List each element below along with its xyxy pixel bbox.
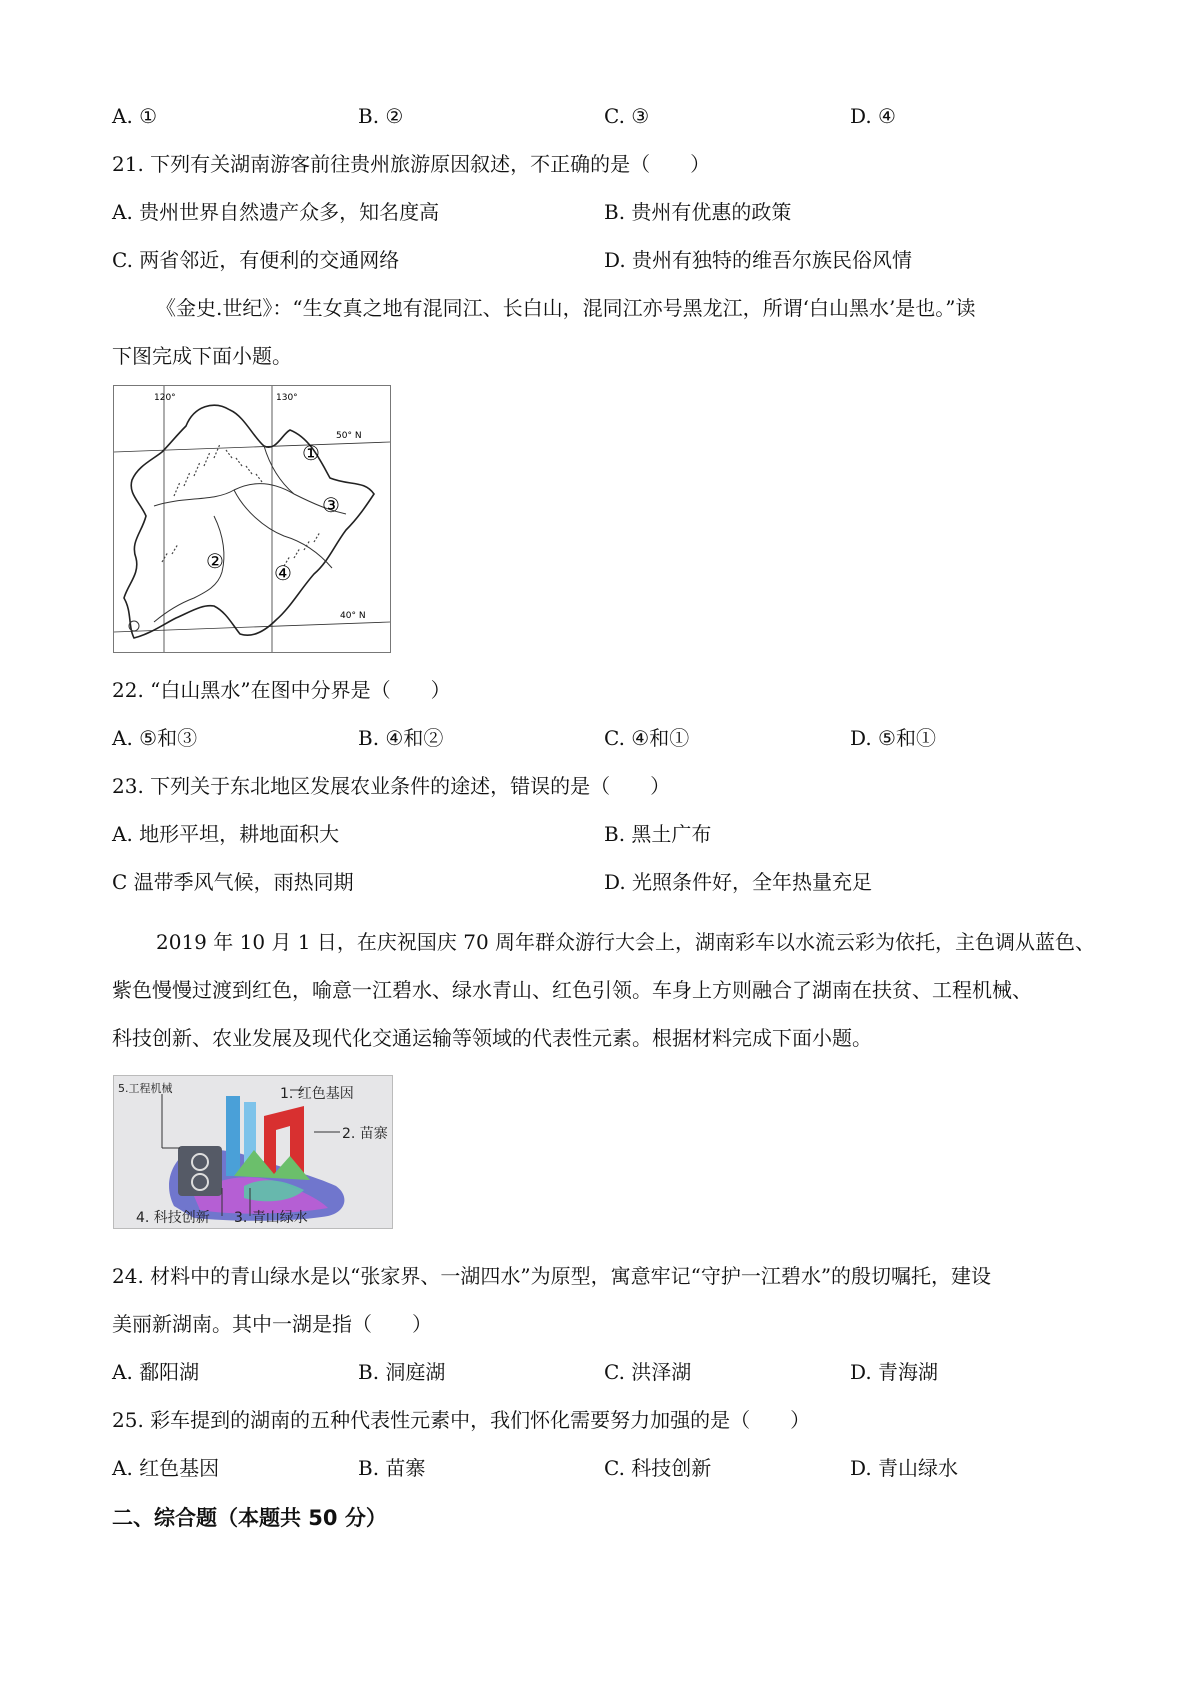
- q24-option-c: C. 洪泽湖: [604, 1360, 692, 1384]
- q21-option-d: D. 贵州有独特的维吾尔族民俗风情: [604, 248, 913, 272]
- hunan-float-figure: [113, 1075, 393, 1229]
- q21-stem: 21. 下列有关湖南游客前往贵州旅游原因叙述，不正确的是（ ）: [112, 152, 711, 176]
- q23-option-b: B. 黑土广布: [604, 822, 712, 846]
- q20-option-d: D. ④: [850, 104, 896, 128]
- q24-option-b: B. 洞庭湖: [358, 1360, 446, 1384]
- marker-4: ④: [274, 561, 292, 585]
- q25-option-c: C. 科技创新: [604, 1456, 712, 1480]
- section2-heading: 二、综合题（本题共 50 分）: [112, 1506, 387, 1530]
- label-red-gene: 1. 红色基因: [280, 1086, 354, 1102]
- passage2-line2: 紫色慢慢过渡到红色，喻意一江碧水、绿水青山、红色引领。车身上方则融合了湖南在扶贫、工程机械、: [112, 978, 1032, 1002]
- passage1-line1: 《金史.世纪》：“生女真之地有混同江、长白山，混同江亦号黑龙江，所谓‘白山黑水’是也。”读: [156, 296, 976, 320]
- passage1-line2: 下图完成下面小题。: [112, 344, 292, 368]
- q21-option-a: A. 贵州世界自然遗产众多，知名度高: [112, 200, 440, 224]
- q25-stem: 25. 彩车提到的湖南的五种代表性元素中，我们怀化需要努力加强的是（ ）: [112, 1408, 811, 1432]
- q22-option-b: B. ④和②: [358, 726, 444, 750]
- q24-option-d: D. 青海湖: [850, 1360, 939, 1384]
- marker-2: ②: [206, 549, 224, 573]
- passage2-line3: 科技创新、农业发展及现代化交通运输等领域的代表性元素。根据材料完成下面小题。: [112, 1026, 872, 1050]
- label-green-mountains: 3. 青山绿水: [234, 1210, 308, 1226]
- q23-stem: 23. 下列关于东北地区发展农业条件的途述，错误的是（ ）: [112, 774, 671, 798]
- q21-option-b: B. 贵州有优惠的政策: [604, 200, 792, 224]
- q20-option-c: C. ③: [604, 104, 650, 128]
- lat-label-40: 40° N: [340, 611, 366, 621]
- q23-option-c: C 温带季风气候，雨热同期: [112, 870, 354, 894]
- q25-option-b: B. 苗寨: [358, 1456, 426, 1480]
- q23-option-a: A. 地形平坦，耕地面积大: [112, 822, 340, 846]
- q21-option-c: C. 两省邻近，有便利的交通网络: [112, 248, 400, 272]
- label-miao-village: 2. 苗寨: [342, 1126, 388, 1142]
- label-engineering: 5.工程机械: [118, 1082, 173, 1095]
- passage2-line1: 2019 年 10 月 1 日，在庆祝国庆 70 周年群众游行大会上，湖南彩车以水流云彩为依托，主色调从蓝色、: [156, 930, 1096, 954]
- q22-option-a: A. ⑤和③: [112, 726, 198, 750]
- q22-stem: 22. “白山黑水”在图中分界是（ ）: [112, 678, 451, 702]
- q20-option-b: B. ②: [358, 104, 404, 128]
- q24-line2: 美丽新湖南。其中一湖是指（ ）: [112, 1312, 432, 1336]
- lat-label-50: 50° N: [336, 431, 362, 441]
- q22-option-d: D. ⑤和①: [850, 726, 936, 750]
- lon-label-130: 130°: [276, 393, 298, 403]
- q20-option-a: A. ①: [112, 104, 158, 128]
- marker-1: ①: [302, 441, 320, 465]
- q22-option-c: C. ④和①: [604, 726, 690, 750]
- northeast-china-map: [113, 385, 391, 653]
- q24-option-a: A. 鄱阳湖: [112, 1360, 200, 1384]
- q25-option-d: D. 青山绿水: [850, 1456, 959, 1480]
- q25-option-a: A. 红色基因: [112, 1456, 220, 1480]
- marker-3: ③: [322, 493, 340, 517]
- q23-option-d: D. 光照条件好，全年热量充足: [604, 870, 873, 894]
- lon-label-120: 120°: [154, 393, 176, 403]
- q24-line1: 24. 材料中的青山绿水是以“张家界、一湖四水”为原型，寓意牢记“守护一江碧水”的殷切嘱托，建设: [112, 1264, 992, 1288]
- label-tech-innovation: 4. 科技创新: [136, 1210, 210, 1226]
